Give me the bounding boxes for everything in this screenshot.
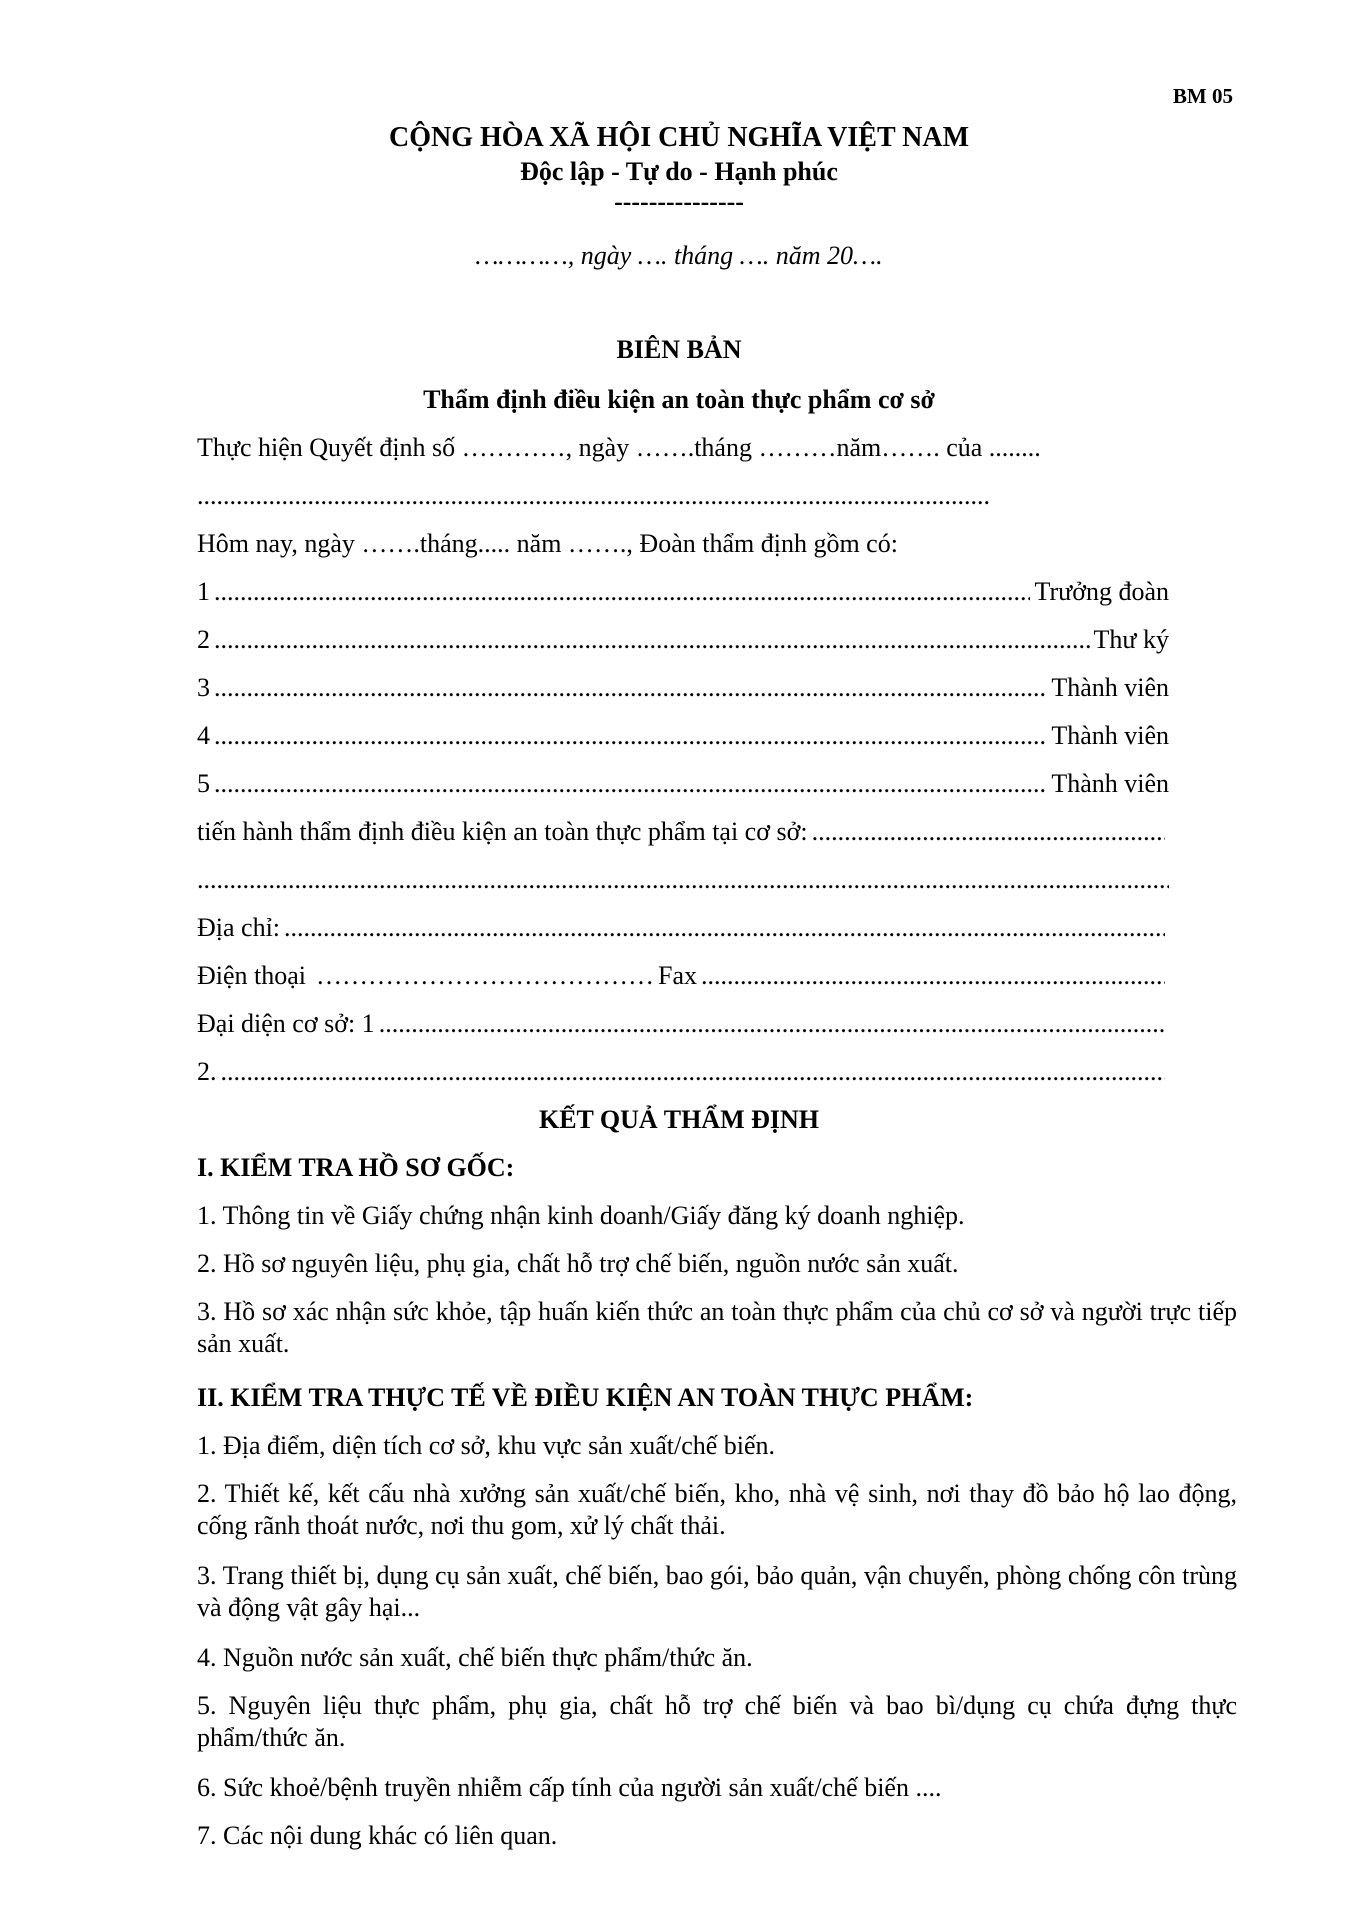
facility-continuation [197, 864, 1169, 896]
member-number: 5 [197, 769, 210, 798]
address-line [197, 912, 1169, 944]
member-role: Thành viên [1051, 673, 1169, 702]
section-2-heading: II. KIỂM TRA THỰC TẾ VỀ ĐIỀU KIỆN AN TOÀN THỰC PHẨM: [197, 1383, 974, 1412]
member-role: Thành viên [1051, 769, 1169, 798]
decision-continuation: .......................................................................................................................... [197, 481, 990, 510]
address-label: Địa chỉ: [197, 913, 281, 942]
member-role: Trưởng đoàn [1034, 577, 1169, 606]
form-code: BM 05 [1172, 84, 1233, 108]
member-row [197, 672, 1169, 704]
section-2-item: 1. Địa điểm, diện tích cơ sở, khu vực sản xuất/chế biến. [197, 1431, 776, 1460]
representative-line [197, 1008, 1169, 1040]
phone-dots: ………………………………… [316, 961, 655, 990]
member-row [197, 768, 1169, 800]
section-2-item: 5. Nguyên liệu thực phẩm, phụ gia, chất hỗ trợ chế biến và bao bì/dụng cụ chứa đựng thực phẩm/thức ăn. [197, 1691, 1237, 1752]
member-row [197, 624, 1169, 656]
member-number: 1 [197, 577, 210, 606]
section-1-item: 2. Hồ sơ nguyên liệu, phụ gia, chất hỗ trợ chế biến, nguồn nước sản xuất. [197, 1249, 959, 1278]
member-role: Thư ký [1093, 625, 1169, 654]
section-2-item: 6. Sức khoẻ/bệnh truyền nhiễm cấp tính của người sản xuất/chế biến .... [197, 1773, 942, 1802]
representative-label: Đại diện cơ sở: 1 [197, 1009, 375, 1038]
member-row [197, 576, 1169, 608]
doc-title: BIÊN BẢN [616, 335, 742, 364]
nation-title: CỘNG HÒA XÃ HỘI CHỦ NGHĨA VIỆT NAM [388, 122, 970, 153]
results-heading: KẾT QUẢ THẨM ĐỊNH [538, 1105, 820, 1134]
representative-2-line [197, 1056, 1169, 1088]
member-number: 4 [197, 721, 210, 750]
motto: Độc lập - Tự do - Hạnh phúc [520, 157, 838, 186]
phone-line [197, 960, 1169, 992]
section-2-item: 2. Thiết kế, kết cấu nhà xưởng sản xuất/chế biến, kho, nhà vệ sinh, nơi thay đồ bảo hộ lao động, cống rãnh thoát nước, nơi thu gom, xử lý chất thải. [197, 1479, 1237, 1540]
section-1-item: 1. Thông tin về Giấy chứng nhận kinh doanh/Giấy đăng ký doanh nghiệp. [197, 1201, 965, 1230]
today-line: Hôm nay, ngày …….tháng..... năm ……., Đoàn thẩm định gồm có: [197, 529, 898, 558]
doc-subtitle: Thẩm định điều kiện an toàn thực phẩm cơ sở [423, 385, 935, 414]
decision-line: Thực hiện Quyết định số …………, ngày …….tháng ………năm……. của ........ [197, 433, 1041, 462]
divider: --------------- [614, 187, 744, 216]
facility-line [197, 816, 1169, 848]
section-2-item: 7. Các nội dung khác có liên quan. [197, 1821, 558, 1850]
facility-label: tiến hành thẩm định điều kiện an toàn thực phẩm tại cơ sở: [197, 817, 808, 846]
member-role: Thành viên [1051, 721, 1169, 750]
section-2-item: 3. Trang thiết bị, dụng cụ sản xuất, chế biến, bao gói, bảo quản, vận chuyển, phòng chống côn trùng và động vật gây hại... [197, 1561, 1237, 1622]
member-row [197, 720, 1169, 752]
section-1-heading: I. KIỂM TRA HỒ SƠ GỐC: [197, 1153, 515, 1182]
member-number: 2 [197, 625, 210, 654]
representative-2-label: 2. [197, 1057, 217, 1086]
fax-label: Fax [658, 961, 698, 990]
member-number: 3 [197, 673, 210, 702]
phone-label: Điện thoại [197, 961, 307, 990]
section-2-item: 4. Nguồn nước sản xuất, chế biến thực phẩm/thức ăn. [197, 1643, 753, 1672]
date-line: …………, ngày …. tháng …. năm 20…. [475, 241, 883, 270]
section-1-item: 3. Hồ sơ xác nhận sức khỏe, tập huấn kiến thức an toàn thực phẩm của chủ cơ sở và người trực tiếp sản xuất. [197, 1297, 1237, 1358]
